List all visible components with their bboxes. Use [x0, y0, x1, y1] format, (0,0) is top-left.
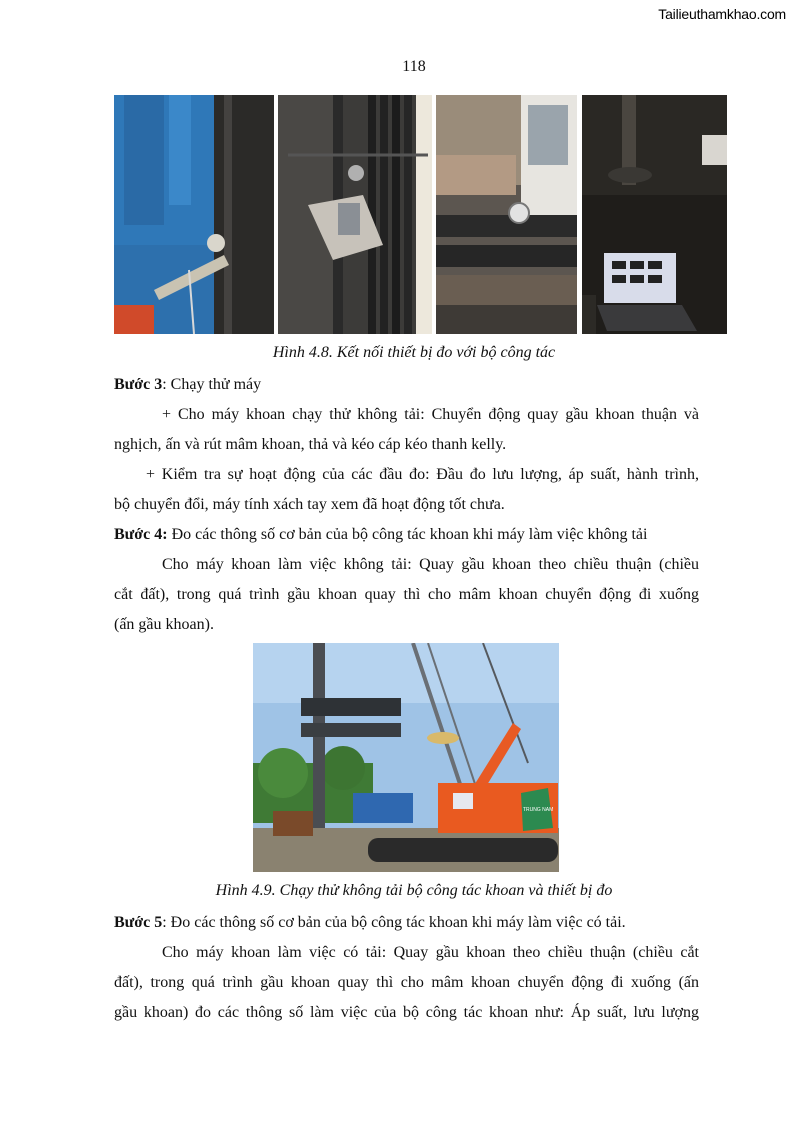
step3-item2-line2: bộ chuyển đổi, máy tính xách tay xem đã hoạt động tốt chưa. [114, 496, 505, 513]
step3-heading [114, 370, 699, 400]
figure-4-8-caption: Hình 4.8. Kết nối thiết bị đo với bộ công tác [272, 344, 556, 361]
step5-heading [114, 908, 714, 938]
step4-title: Đo các thông số cơ bản của bộ công tác khoan khi máy làm việc không tải [167, 526, 648, 543]
hydraulic-hoses-sensor-photo [278, 95, 432, 334]
step4-para-line1: Cho máy khoan làm việc không tải: Quay gầu khoan theo chiều thuận (chiều [162, 556, 699, 573]
step3-item1-line1: + Cho máy khoan chạy thử không tải: Chuyển động quay gầu khoan thuận và [162, 406, 699, 423]
pressure-gauge-hoses-photo [436, 95, 577, 334]
step4-label: Bước 4: [114, 526, 168, 543]
watermark: Tailieuthamkhao.com [658, 6, 786, 22]
step4-para-line3: (ấn gầu khoan). [114, 616, 214, 633]
step5-label: Bước 5 [114, 914, 163, 931]
step3-title: : Chạy thử máy [162, 376, 262, 393]
laptop-monitoring-photo [582, 95, 727, 334]
step5-para-line1: Cho máy khoan làm việc có tải: Quay gầu khoan theo chiều thuận (chiều cắt [162, 944, 699, 961]
figure-4-9-caption: Hình 4.9. Chạy thử không tải bộ công tác khoan và thiết bị đo [215, 882, 613, 899]
step3-item2-line1: + Kiểm tra sự hoạt động của các đầu đo: Đầu đo lưu lượng, áp suất, hành trình, [146, 466, 699, 483]
crane-label: TRUNG NAM [523, 807, 554, 813]
drilling-rig-test-run-photo [253, 643, 559, 872]
step3-item1-line2: nghịch, ấn và rút mâm khoan, thả và kéo cáp kéo thanh kelly. [114, 436, 507, 453]
step5-para-line3: gầu khoan) đo các thông số làm việc của bộ công tác khoan như: Áp suất, lưu lượng [114, 1004, 699, 1021]
page-number: 118 [402, 58, 426, 75]
step4-heading [114, 520, 714, 550]
step5-para-line2: đất), trong quá trình gầu khoan quay thì cho mâm khoan chuyển động đi xuống (ấn [114, 974, 699, 991]
step5-title: : Đo các thông số cơ bản của bộ công tác khoan khi máy làm việc có tải. [162, 914, 626, 931]
step3-label: Bước 3 [114, 376, 163, 393]
sensor-mounted-on-blue-drill-photo [114, 95, 274, 334]
step4-para-line2: cắt đất), trong quá trình gầu khoan quay thì cho mâm khoan chuyển động đi xuống [114, 586, 699, 603]
